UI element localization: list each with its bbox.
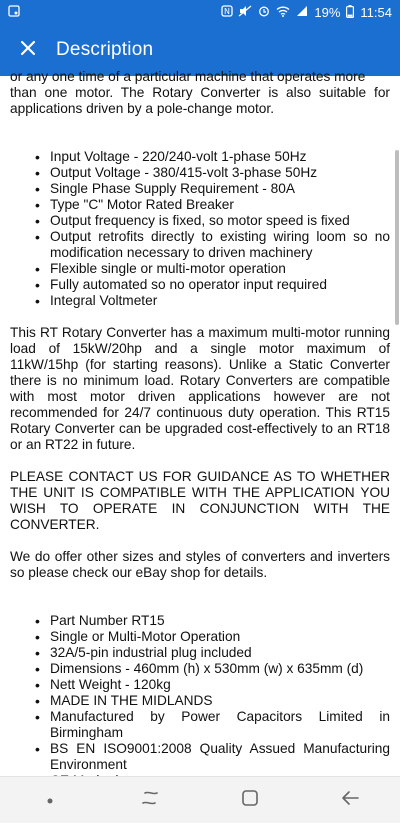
- recents-button[interactable]: [120, 777, 180, 824]
- list-item: • Output retrofits directly to existing wiring loom so no modification necessary to driven machinery: [10, 229, 390, 261]
- status-bar: [0, 0, 400, 24]
- description-body: [10, 69, 390, 805]
- scrollbar[interactable]: [395, 150, 399, 325]
- list-item: • Single or Multi-Motor Operation: [10, 629, 390, 645]
- spacer: [10, 453, 390, 469]
- battery-percentage: 19%: [314, 4, 341, 20]
- nav-dot-button[interactable]: [20, 777, 80, 824]
- list-item: • Input Voltage - 220/240-volt 1-phase 50Hz: [10, 149, 390, 165]
- page-title: Description: [56, 39, 154, 60]
- list-item: • Dimensions - 460mm (h) x 530mm (w) x 635mm (d): [10, 661, 390, 677]
- list-item: • Part Number RT15: [10, 613, 390, 629]
- list-item: • Flexible single or multi-motor operation: [10, 261, 390, 277]
- alarm-icon: [258, 5, 270, 19]
- spacer: [10, 309, 390, 325]
- spacer: [10, 581, 390, 613]
- dot-icon: [47, 791, 53, 809]
- screenshot-notification-icon: [8, 5, 20, 19]
- list-item: • 32A/5-pin industrial plug included: [10, 645, 390, 661]
- clock-time: 11:54: [360, 4, 392, 20]
- list-item: • Output Voltage - 380/415-volt 3-phase 50Hz: [10, 165, 390, 181]
- recents-icon: [140, 789, 160, 812]
- home-icon: [241, 789, 259, 812]
- mute-icon: [239, 5, 252, 19]
- spacer: [10, 533, 390, 549]
- features-list: [10, 149, 390, 309]
- back-button[interactable]: [320, 777, 380, 824]
- status-right: [221, 5, 392, 20]
- intro-paragraph: than one motor. The Rotary Converter is also suitable for applications driven by a pole-change motor.: [10, 85, 390, 116]
- capacity-paragraph: This RT Rotary Converter has a maximum multi-motor running load of 15kW/20hp and a single motor maximum of 11kW/15hp (for starting reasons). Unlike a Static Converter there is no minimum load. Rotary Converters are compatible with most motor driven applications however are not recommended for 24/7 continuous duty operation. This RT15 Rotary Converter can be upgraded cost-effectively to an RT18 or an RT22 in future.: [10, 325, 390, 452]
- list-item: • BS EN ISO9001:2008 Quality Assued Manufacturing Environment: [10, 741, 390, 773]
- back-icon: [340, 790, 360, 811]
- navigation-bar: [0, 776, 400, 823]
- list-item: • Fully automated so no operator input required: [10, 277, 390, 293]
- home-button[interactable]: [220, 777, 280, 824]
- list-item: • MADE IN THE MIDLANDS: [10, 693, 390, 709]
- intro-partial-line: or any one time of a particular machine that operates more: [10, 69, 366, 84]
- list-item: • Type "C" Motor Rated Breaker: [10, 197, 390, 213]
- description-content[interactable]: [0, 69, 400, 776]
- nfc-icon: [221, 5, 233, 19]
- list-item: • Output frequency is fixed, so motor speed is fixed: [10, 213, 390, 229]
- shop-paragraph: We do offer other sizes and styles of converters and inverters so please check our eBay shop for details.: [10, 549, 390, 580]
- battery-icon: [346, 5, 354, 20]
- wifi-icon: [276, 5, 290, 19]
- list-item: • Integral Voltmeter: [10, 293, 390, 309]
- list-item: • Nett Weight - 120kg: [10, 677, 390, 693]
- signal-icon: [296, 5, 308, 19]
- contact-paragraph: PLEASE CONTACT US FOR GUIDANCE AS TO WHETHER THE UNIT IS COMPATIBLE WITH THE APPLICATION YOU WISH TO OPERATE IN CONJUNCTION WITH THE CONVERTER.: [10, 469, 390, 532]
- status-left: [8, 5, 20, 19]
- list-item: • Single Phase Supply Requirement - 80A: [10, 181, 390, 197]
- list-item: • Manufactured by Power Capacitors Limited in Birmingham: [10, 709, 390, 741]
- svg-text:N: N: [224, 7, 231, 16]
- close-icon: [20, 40, 36, 61]
- spacer: [10, 117, 390, 149]
